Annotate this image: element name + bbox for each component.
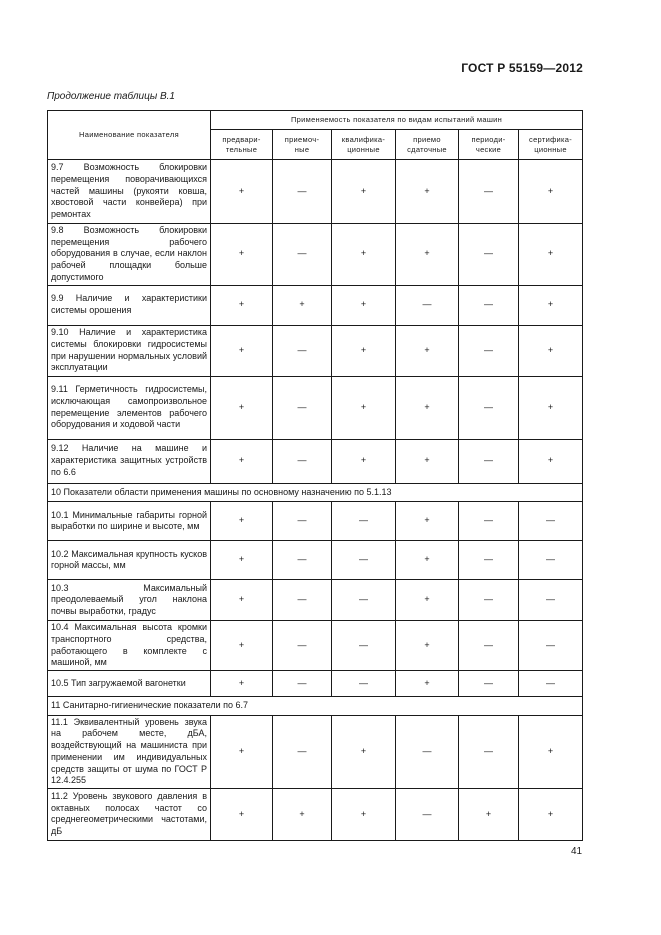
applicability-mark: +	[519, 224, 583, 286]
applicability-mark: +	[332, 285, 396, 325]
applicability-mark: —	[519, 671, 583, 697]
applicability-mark: +	[211, 376, 273, 439]
test-type-header	[519, 130, 583, 160]
indicator-name: 11.2 Уровень звукового давления в октавных полосах частот со среднегеометрическими частотами, дБ	[48, 788, 211, 840]
applicability-mark: +	[396, 671, 459, 697]
test-type-header	[211, 130, 273, 160]
applicability-mark: +	[332, 224, 396, 286]
page-number: 41	[571, 846, 583, 857]
indicator-name: 9.10 Наличие и характеристика системы блокировки гидросистемы при нарушении нормальных условий эксплуатации	[48, 325, 211, 376]
indicator-name: 10.3 Максимальный преодолеваемый угол наклона почвы выработки, градус	[48, 580, 211, 621]
applicability-mark: —	[273, 671, 332, 697]
test-type-header	[273, 130, 332, 160]
test-type-header	[459, 130, 519, 160]
applicability-mark: +	[273, 285, 332, 325]
applicability-mark: +	[211, 788, 273, 840]
applicability-mark: —	[459, 285, 519, 325]
indicator-name: 9.8 Возможность блокировки перемещения рабочего оборудования в случае, если наклон рабочей площадки больше допустимого	[48, 224, 211, 286]
applicability-mark: +	[332, 325, 396, 376]
table-row	[48, 580, 583, 621]
applicability-mark: +	[332, 376, 396, 439]
applicability-mark: +	[211, 160, 273, 224]
applicability-mark: +	[519, 788, 583, 840]
applicability-mark: —	[459, 376, 519, 439]
table-row	[48, 439, 583, 483]
applicability-mark: —	[519, 621, 583, 671]
table-row	[48, 376, 583, 439]
applicability-mark: +	[396, 160, 459, 224]
applicability-mark: +	[396, 502, 459, 541]
applicability-mark: —	[273, 502, 332, 541]
section-title: 10 Показатели области применения машины по основному назначению по 5.1.13	[48, 483, 583, 502]
applicability-mark: +	[332, 715, 396, 788]
table-row	[48, 541, 583, 580]
indicator-name: 10.1 Минимальные габариты горной выработки по ширине и высоте, мм	[48, 502, 211, 541]
document-code: ГОСТ Р 55159—2012	[461, 61, 583, 75]
table-row	[48, 224, 583, 286]
test-type-header-line: приемоч-	[284, 134, 320, 144]
applicability-mark: +	[211, 285, 273, 325]
applicability-mark: +	[211, 325, 273, 376]
applicability-mark: +	[396, 439, 459, 483]
section-row	[48, 483, 583, 502]
applicability-mark: —	[332, 671, 396, 697]
applicability-mark: +	[519, 285, 583, 325]
applicability-mark: +	[211, 671, 273, 697]
test-type-header-line: сертифика-	[529, 134, 573, 144]
applicability-mark: +	[396, 325, 459, 376]
applicability-mark: —	[459, 541, 519, 580]
table-row	[48, 621, 583, 671]
applicability-mark: +	[459, 788, 519, 840]
indicator-name: 9.7 Возможность блокировки перемещения поворачивающихся частей машины (рукояти ковша, хвостовой части конвейера) при ремонтах	[48, 160, 211, 224]
applicability-mark: +	[519, 439, 583, 483]
applicability-mark: +	[211, 541, 273, 580]
applicability-mark: +	[273, 788, 332, 840]
applicability-mark: +	[519, 160, 583, 224]
indicator-name: 10.5 Тип загружаемой вагонетки	[48, 671, 211, 697]
table-row	[48, 160, 583, 224]
test-types-group-header: Применяемость показателя по видам испытаний машин	[211, 111, 583, 130]
applicability-mark: —	[459, 160, 519, 224]
applicability-mark: —	[273, 325, 332, 376]
applicability-mark: —	[273, 439, 332, 483]
applicability-mark: +	[211, 439, 273, 483]
applicability-mark: —	[273, 580, 332, 621]
table-row	[48, 715, 583, 788]
test-type-header	[396, 130, 459, 160]
applicability-mark: +	[211, 502, 273, 541]
applicability-mark: —	[396, 285, 459, 325]
applicability-mark: +	[211, 224, 273, 286]
indicator-name: 10.4 Максимальная высота кромки транспортного средства, работающего в комплекте с машиной, мм	[48, 621, 211, 671]
applicability-mark: —	[519, 541, 583, 580]
test-type-header-line: квалифика-	[341, 134, 386, 144]
indicator-name: 9.9 Наличие и характеристики системы орошения	[48, 285, 211, 325]
applicability-mark: —	[459, 439, 519, 483]
table-row	[48, 285, 583, 325]
applicability-mark: +	[332, 160, 396, 224]
applicability-mark: —	[459, 621, 519, 671]
applicability-table	[47, 110, 583, 841]
applicability-mark: —	[459, 580, 519, 621]
table-continuation-caption: Продолжение таблицы В.1	[47, 91, 175, 102]
applicability-mark: —	[459, 502, 519, 541]
applicability-mark: —	[459, 325, 519, 376]
applicability-mark: —	[332, 580, 396, 621]
test-type-header-line: сдаточные	[407, 144, 447, 154]
applicability-mark: +	[211, 621, 273, 671]
applicability-mark: —	[459, 671, 519, 697]
test-type-header-line: ционные	[347, 144, 380, 154]
table-row	[48, 671, 583, 697]
applicability-mark: —	[396, 715, 459, 788]
applicability-mark: —	[519, 502, 583, 541]
applicability-mark: +	[519, 376, 583, 439]
applicability-mark: +	[519, 325, 583, 376]
test-type-header-line: ные	[294, 144, 310, 154]
test-type-header-line: периоди-	[471, 134, 506, 144]
name-column-header: Наименование показателя	[48, 111, 211, 160]
test-type-header-line: ционные	[534, 144, 567, 154]
applicability-mark: +	[332, 788, 396, 840]
applicability-mark: +	[396, 541, 459, 580]
table-row	[48, 502, 583, 541]
applicability-mark: —	[273, 541, 332, 580]
applicability-mark: —	[332, 621, 396, 671]
indicator-name: 11.1 Эквивалентный уровень звука на рабочем месте, дБА, воздействующий на машиниста при применении им индивидуальных средств защиты от шума по ГОСТ Р 12.4.255	[48, 715, 211, 788]
applicability-mark: +	[332, 439, 396, 483]
applicability-mark: —	[273, 224, 332, 286]
applicability-mark: +	[519, 715, 583, 788]
test-type-header-line: приемо	[413, 134, 441, 144]
test-type-header-line: тельные	[225, 144, 258, 154]
applicability-mark: +	[211, 580, 273, 621]
indicator-name: 9.12 Наличие на машине и характеристика защитных устройств по 6.6	[48, 439, 211, 483]
applicability-mark: +	[396, 376, 459, 439]
applicability-mark: —	[273, 621, 332, 671]
applicability-mark: +	[396, 580, 459, 621]
applicability-mark: +	[396, 224, 459, 286]
indicator-name: 9.11 Герметичность гидросистемы, исключающая самопроизвольное перемещение элементов рабочего оборудования и ходовой части	[48, 376, 211, 439]
applicability-mark: —	[332, 502, 396, 541]
section-row	[48, 697, 583, 716]
applicability-mark: +	[396, 621, 459, 671]
test-type-header-line: предвари-	[222, 134, 261, 144]
applicability-mark: —	[519, 580, 583, 621]
table-row	[48, 788, 583, 840]
indicator-name: 10.2 Максимальная крупность кусков горной массы, мм	[48, 541, 211, 580]
test-type-header-line: ческие	[475, 144, 502, 154]
table-row	[48, 325, 583, 376]
applicability-mark: —	[459, 224, 519, 286]
applicability-mark: —	[396, 788, 459, 840]
test-type-header	[332, 130, 396, 160]
applicability-mark: —	[273, 376, 332, 439]
applicability-mark: —	[459, 715, 519, 788]
applicability-mark: +	[211, 715, 273, 788]
applicability-mark: —	[273, 160, 332, 224]
section-title: 11 Санитарно-гигиенические показатели по 6.7	[48, 697, 583, 716]
applicability-mark: —	[273, 715, 332, 788]
applicability-mark: —	[332, 541, 396, 580]
